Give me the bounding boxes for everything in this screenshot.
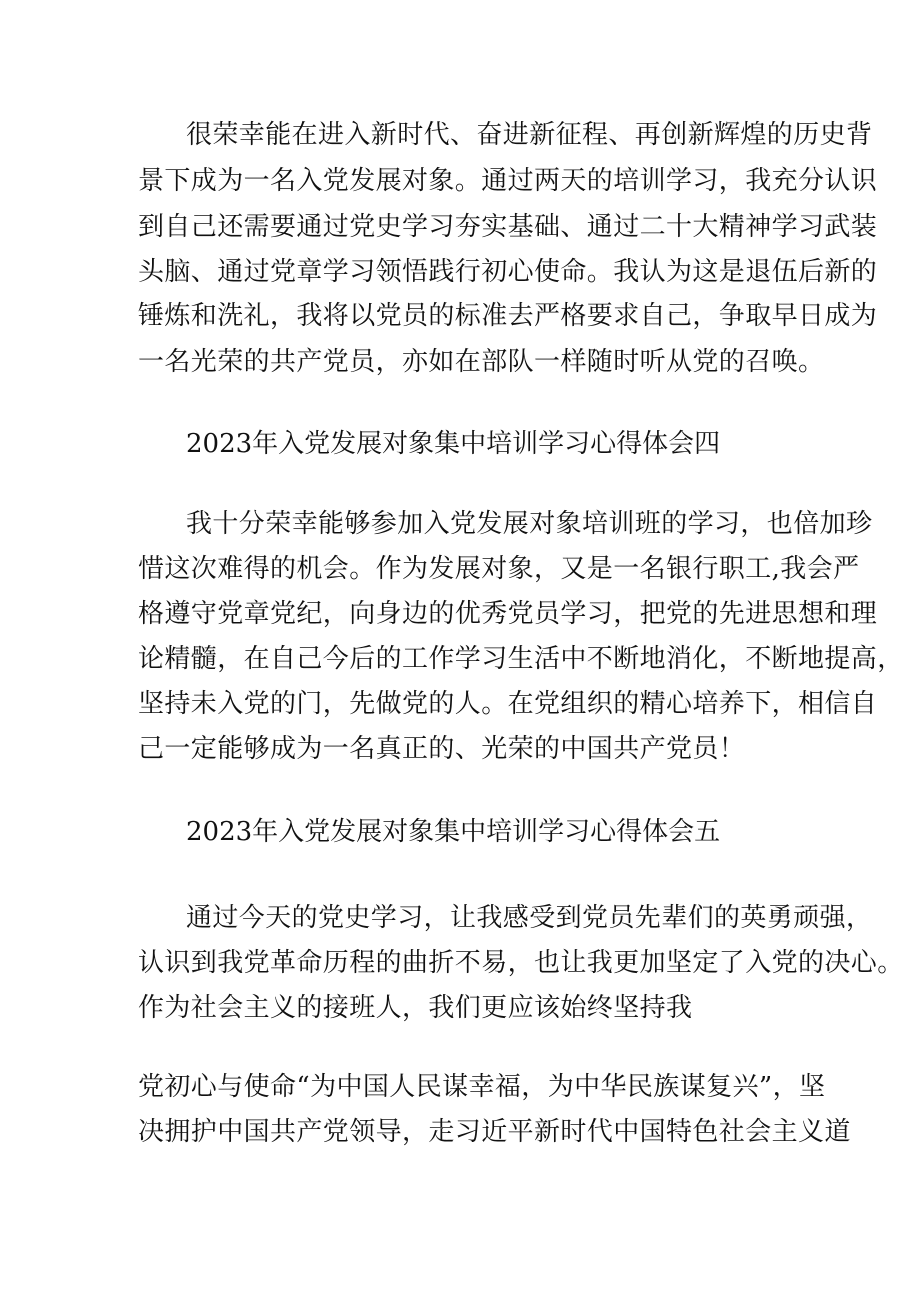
paragraph-1-line-5: 锤炼和洗礼，我将以党员的标准去严格要求自己，争取早日成为	[138, 301, 878, 331]
section-heading-4: 2023年入党发展对象集中培训学习心得体会四	[186, 429, 721, 459]
paragraph-4-line-1: 党初心与使命“为中国人民谋幸福，为中华民族谋复兴”，坚	[138, 1072, 826, 1102]
paragraph-1-line-4: 头脑、通过党章学习领悟践行初心使命。我认为这是退伍后新的	[138, 257, 878, 287]
paragraph-1-line-1: 很荣幸能在进入新时代、奋进新征程、再创新辉煌的历史背	[186, 120, 873, 150]
section-heading-5: 2023年入党发展对象集中培训学习心得体会五	[186, 817, 721, 847]
paragraph-2-line-3: 格遵守党章党纪，向身边的优秀党员学习，把党的先进思想和理	[138, 599, 878, 629]
paragraph-3-line-1: 通过今天的党史学习，让我感受到党员先辈们的英勇顽强，	[186, 903, 873, 933]
paragraph-1-line-6: 一名光荣的共产党员，亦如在部队一样随时听从党的召唤。	[138, 347, 825, 377]
paragraph-2-line-2: 惜这次难得的机会。作为发展对象，又是一名银行职工,我会严	[138, 554, 860, 584]
paragraph-2-line-1: 我十分荣幸能够参加入党发展对象培训班的学习，也倍加珍	[186, 509, 873, 539]
paragraph-2-line-4: 论精髓，在自己今后的工作学习生活中不断地消化，不断地提高，	[138, 644, 904, 674]
paragraph-3-line-3: 作为社会主义的接班人，我们更应该始终坚持我	[138, 993, 693, 1023]
paragraph-1-line-3: 到自己还需要通过党史学习夯实基础、通过二十大精神学习武装	[138, 212, 878, 242]
paragraph-2-line-5: 坚持未入党的门，先做党的人。在党组织的精心培养下，相信自	[138, 689, 878, 719]
paragraph-4-line-2: 决拥护中国共产党领导，走习近平新时代中国特色社会主义道	[138, 1117, 851, 1147]
paragraph-2-line-6: 己一定能够成为一名真正的、光荣的中国共产党员！	[138, 734, 746, 764]
paragraph-1-line-2: 景下成为一名入党发展对象。通过两天的培训学习，我充分认识	[138, 166, 878, 196]
paragraph-3-line-2: 认识到我党革命历程的曲折不易，也让我更加坚定了入党的决心。	[138, 948, 904, 978]
